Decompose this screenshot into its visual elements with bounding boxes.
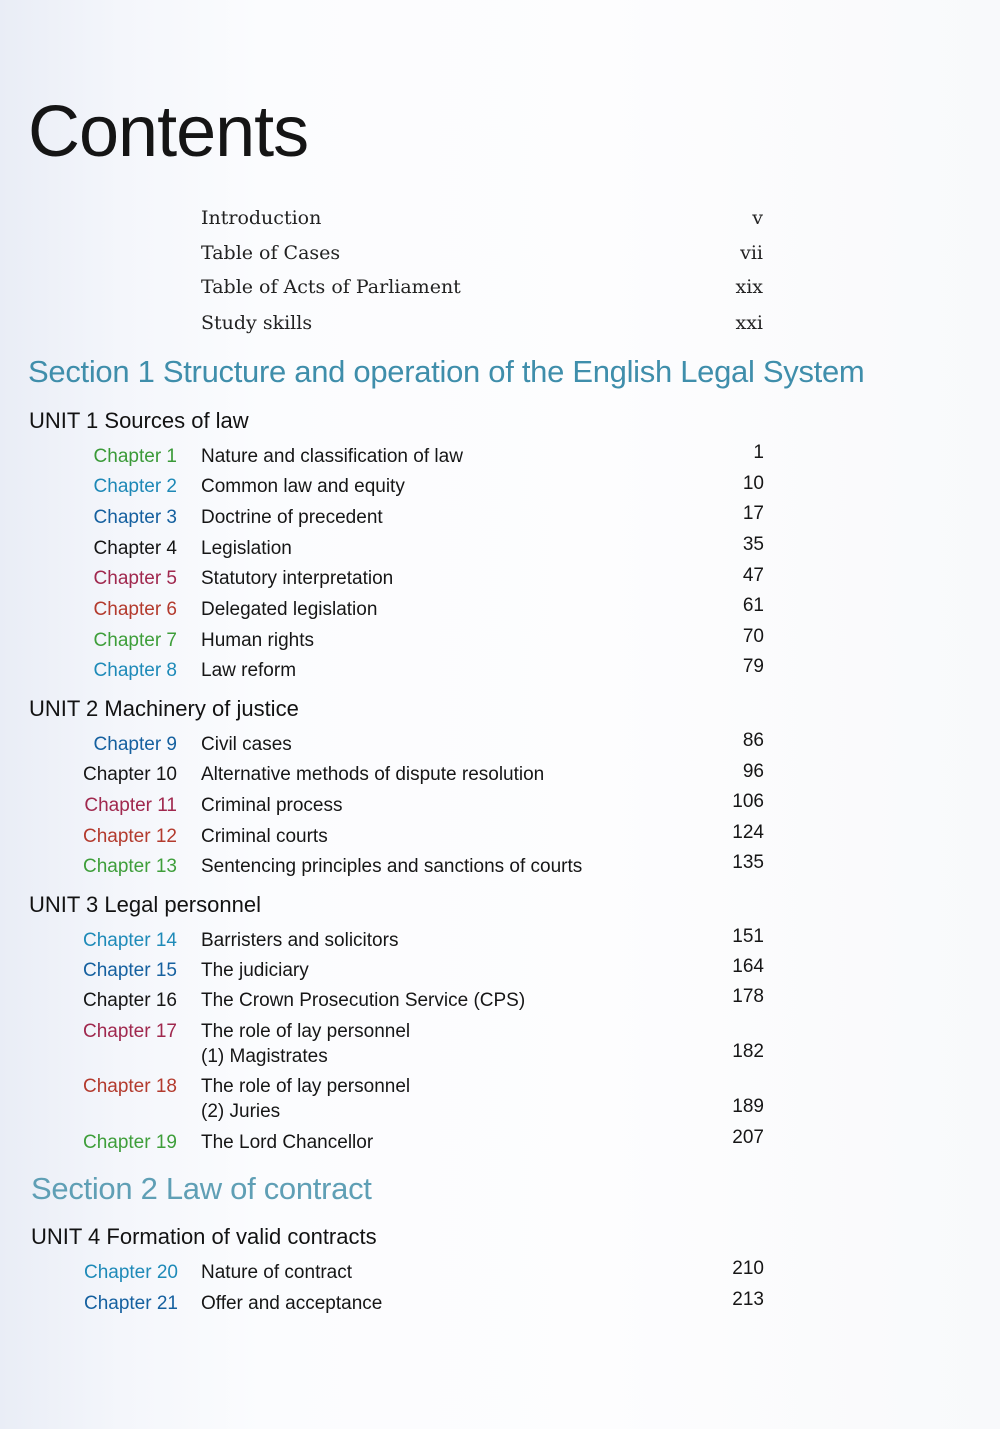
- front-matter-label: Study skills: [201, 312, 313, 334]
- chapter-title: Legislation: [201, 538, 292, 559]
- chapter-title-line1: The role of lay personnel: [201, 1021, 411, 1042]
- chapter-page: 151: [732, 926, 764, 947]
- chapter-page: 124: [732, 822, 764, 843]
- chapter-page: 96: [742, 761, 764, 782]
- unit-heading: UNIT 1 Sources of law: [29, 408, 249, 433]
- chapter-title: Criminal courts: [201, 826, 328, 847]
- unit-heading: UNIT 3 Legal personnel: [29, 892, 261, 917]
- chapter-title: The Crown Prosecution Service (CPS): [201, 990, 526, 1011]
- front-matter-row[interactable]: [201, 242, 771, 270]
- chapter-label: Chapter 21: [83, 1293, 178, 1314]
- chapter-page: 86: [742, 730, 764, 751]
- chapter-title: Barristers and solicitors: [201, 930, 399, 951]
- chapter-title-line2: (1) Magistrates: [201, 1046, 328, 1067]
- front-matter-row[interactable]: [201, 276, 771, 304]
- chapter-page: 47: [742, 565, 764, 586]
- chapter-label: Chapter 4: [93, 538, 177, 559]
- chapter-label: Chapter 15: [82, 960, 177, 981]
- chapter-title: Nature and classification of law: [201, 446, 463, 467]
- chapter-title: Civil cases: [201, 734, 292, 755]
- chapter-label: Chapter 12: [82, 826, 177, 847]
- chapter-title: Human rights: [201, 630, 314, 651]
- chapter-page: 178: [732, 986, 764, 1007]
- chapter-title: Criminal process: [201, 795, 343, 816]
- chapter-title: [201, 1074, 410, 1124]
- chapter-page: 79: [742, 656, 764, 677]
- chapter-label: Chapter 20: [83, 1262, 178, 1283]
- chapter-page: 61: [742, 595, 764, 616]
- chapter-page: 35: [742, 534, 764, 555]
- chapter-title: Nature of contract: [201, 1262, 353, 1283]
- chapter-page: 17: [742, 503, 764, 524]
- chapter-page: 164: [732, 956, 764, 977]
- chapter-page: 70: [742, 626, 764, 647]
- front-matter-row[interactable]: [201, 312, 771, 340]
- chapter-label: Chapter 13: [82, 856, 177, 877]
- chapter-label: Chapter 16: [82, 990, 177, 1011]
- chapter-title: Delegated legislation: [201, 599, 378, 620]
- chapter-page: 213: [732, 1289, 764, 1310]
- chapter-title: Law reform: [201, 660, 297, 681]
- front-matter-label: Introduction: [201, 207, 322, 229]
- section-heading: Section 2 Law of contract: [31, 1171, 372, 1206]
- front-matter-label: Table of Acts of Parliament: [201, 276, 461, 298]
- chapter-label: Chapter 8: [93, 660, 177, 681]
- chapter-title-line1: The role of lay personnel: [201, 1076, 411, 1097]
- chapter-label: Chapter 17: [82, 1021, 177, 1042]
- chapter-label: Chapter 6: [93, 599, 177, 620]
- front-matter-row[interactable]: [201, 207, 771, 235]
- chapter-page: 10: [742, 473, 764, 494]
- unit-heading: UNIT 4 Formation of valid contracts: [31, 1224, 377, 1249]
- chapter-label: Chapter 5: [93, 568, 177, 589]
- chapter-title: Doctrine of precedent: [201, 507, 383, 528]
- chapter-title: The Lord Chancellor: [201, 1132, 374, 1153]
- unit-heading: UNIT 2 Machinery of justice: [29, 696, 299, 721]
- chapter-label: Chapter 10: [82, 764, 177, 785]
- front-matter-label: Table of Cases: [201, 242, 341, 264]
- chapter-page: 182: [732, 1041, 764, 1062]
- front-matter-page: vii: [740, 242, 763, 264]
- chapter-title-line2: (2) Juries: [201, 1101, 281, 1122]
- chapter-title: [201, 1019, 410, 1069]
- front-matter-page: xxi: [735, 312, 763, 334]
- chapter-title: Statutory interpretation: [201, 568, 394, 589]
- chapter-label: Chapter 7: [93, 630, 177, 651]
- chapter-label: Chapter 11: [84, 795, 177, 816]
- section-heading: Section 1 Structure and operation of the English Legal System: [28, 354, 865, 389]
- front-matter-page: v: [752, 207, 763, 229]
- chapter-page: 189: [732, 1096, 764, 1117]
- page-title: Contents: [28, 92, 309, 172]
- chapter-label: Chapter 1: [93, 446, 177, 467]
- chapter-title: The judiciary: [201, 960, 309, 981]
- chapter-title: Common law and equity: [201, 476, 405, 497]
- chapter-title: Sentencing principles and sanctions of courts: [201, 856, 583, 877]
- chapter-page: 207: [732, 1127, 764, 1148]
- chapter-label: Chapter 19: [82, 1132, 177, 1153]
- chapter-page: 1: [753, 442, 764, 463]
- chapter-title: Offer and acceptance: [201, 1293, 383, 1314]
- chapter-label: Chapter 2: [93, 476, 177, 497]
- chapter-title: Alternative methods of dispute resolution: [201, 764, 545, 785]
- chapter-label: Chapter 14: [82, 930, 177, 951]
- chapter-page: 210: [732, 1258, 764, 1279]
- chapter-label: Chapter 9: [93, 734, 177, 755]
- chapter-page: 106: [732, 791, 764, 812]
- chapter-label: Chapter 3: [93, 507, 177, 528]
- chapter-page: 135: [732, 852, 764, 873]
- front-matter-page: xix: [735, 276, 763, 298]
- chapter-label: Chapter 18: [82, 1076, 177, 1097]
